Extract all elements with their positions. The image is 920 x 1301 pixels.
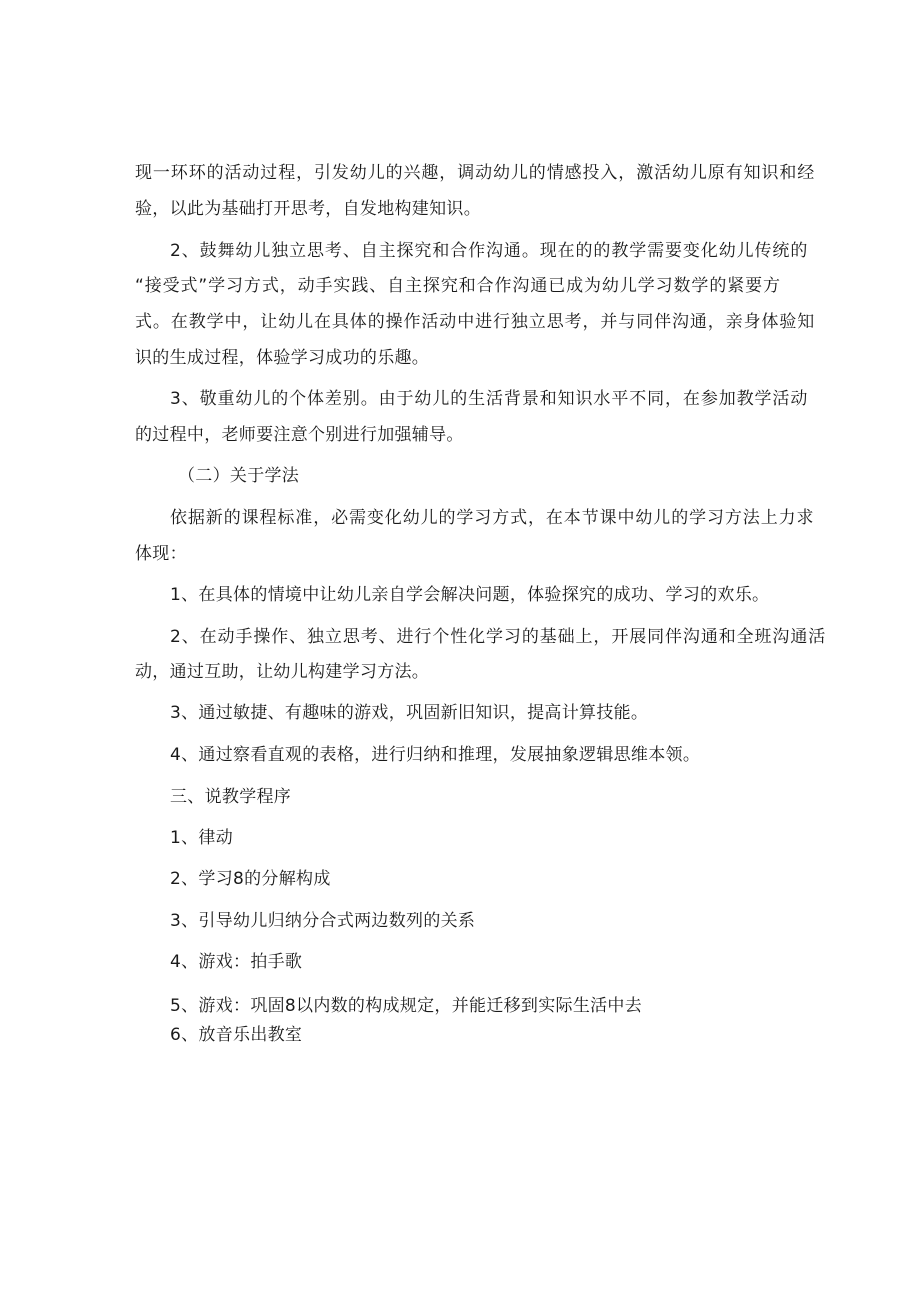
- list-item: 2、学习8的分解构成: [170, 869, 331, 889]
- list-item: 2、在动手操作、独立思考、进行个性化学习的基础上，开展同伴沟通和全班沟通活: [170, 627, 827, 647]
- paragraph-line: 体现：: [135, 544, 187, 564]
- section-heading: （二）关于学法: [178, 466, 300, 486]
- paragraph-line: 式。在教学中，让幼儿在具体的操作活动中进行独立思考，并与同伴沟通，亲身体验知: [135, 312, 816, 332]
- list-item: 4、游戏：拍手歌: [170, 952, 303, 972]
- paragraph-line: 现一环环的活动过程，引发幼儿的兴趣，调动幼儿的情感投入，激活幼儿原有知识和经: [135, 163, 816, 183]
- list-item: 5、游戏：巩固8以内数的构成规定，并能迁移到实际生活中去: [170, 996, 643, 1016]
- section-heading: 三、说教学程序: [170, 787, 292, 807]
- paragraph-line: 的过程中，老师要注意个别进行加强辅导。: [135, 425, 464, 445]
- list-item: 3、通过敏捷、有趣味的游戏，巩固新旧知识，提高计算技能。: [170, 703, 649, 723]
- paragraph-line: “接受式”学习方式，动手实践、自主探究和合作沟通已成为幼儿学习数学的紧要方: [135, 276, 781, 296]
- list-item: 1、在具体的情境中让幼儿亲自学会解决问题，体验探究的成功、学习的欢乐。: [170, 585, 770, 605]
- paragraph-line: 动，通过互助，让幼儿构建学习方法。: [135, 662, 430, 682]
- paragraph-line: 验，以此为基础打开思考，自发地构建知识。: [135, 199, 481, 219]
- list-item: 6、放音乐出教室: [170, 1025, 303, 1045]
- list-item: 4、通过察看直观的表格，进行归纳和推理，发展抽象逻辑思维本领。: [170, 745, 701, 765]
- paragraph-line: 识的生成过程，体验学习成功的乐趣。: [135, 348, 430, 368]
- paragraph-line: 2、鼓舞幼儿独立思考、自主探究和合作沟通。现在的的教学需要变化幼儿传统的: [170, 241, 809, 261]
- paragraph-line: 依据新的课程标准，必需变化幼儿的学习方式，在本节课中幼儿的学习方法上力求: [170, 508, 815, 528]
- paragraph-line: 3、敬重幼儿的个体差别。由于幼儿的生活背景和知识水平不同，在参加教学活动: [170, 389, 809, 409]
- list-item: 3、引导幼儿归纳分合式两边数列的关系: [170, 911, 476, 931]
- list-item: 1、律动: [170, 828, 234, 848]
